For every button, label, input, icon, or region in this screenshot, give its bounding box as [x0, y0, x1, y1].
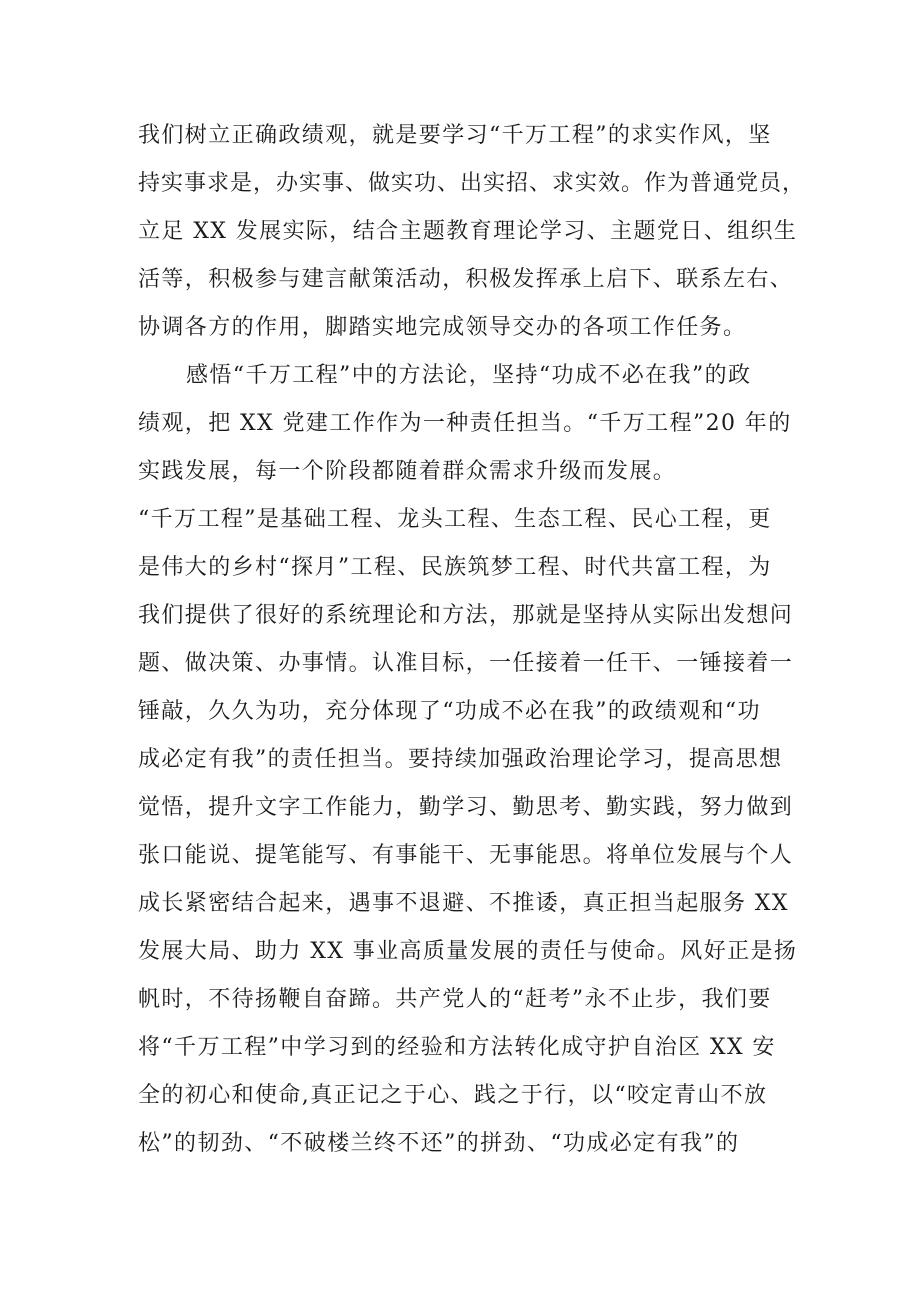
text-line-7: 绩观，把 XX 党建工作作为一种责任担当。“千万工程”20 年的 [138, 411, 792, 436]
text-line-11: 我们提供了很好的系统理论和方法，那就是坚持从实际出发想问 [138, 603, 794, 628]
text-line-10: 是伟大的乡村“探月”工程、民族筑梦工程、时代共富工程，为 [138, 555, 772, 580]
text-line-6: 感悟“千万工程”中的方法论，坚持“功成不必在我”的政 [186, 363, 752, 388]
text-line-1: 我们树立正确政绩观，就是要学习“千万工程”的求实作风，坚 [138, 123, 772, 148]
text-line-15: 觉悟，提升文字工作能力，勤学习、勤思考、勤实践，努力做到 [138, 795, 794, 820]
text-line-18: 发展大局、助力 XX 事业高质量发展的责任与使命。风好正是扬 [138, 939, 798, 964]
text-line-22: 松”的韧劲、“不破楼兰终不还”的拼劲、“功成必定有我”的 [138, 1131, 740, 1156]
text-line-4: 活等，积极参与建言献策活动，积极发挥承上启下、联系左右、 [138, 267, 794, 292]
text-line-21: 全的初心和使命,真正记之于心、践之于行，以“咬定青山不放 [138, 1083, 768, 1108]
text-line-8: 实践发展，每一个阶段都随着群众需求升级而发展。 [138, 459, 677, 484]
text-line-5: 协调各方的作用，脚踏实地完成领导交办的各项工作任务。 [138, 315, 747, 340]
text-line-13: 锤敲，久久为功，充分体现了“功成不必在我”的政绩观和“功 [138, 699, 761, 724]
text-line-2: 持实事求是，办实事、做实功、出实招、求实效。作为普通党员， [138, 171, 806, 196]
text-line-16: 张口能说、提笔能写、有事能干、无事能思。将单位发展与个人 [138, 843, 794, 868]
text-line-12: 题、做决策、办事情。认准目标，一任接着一任干、一锤接着一 [138, 651, 794, 676]
text-line-14: 成必定有我”的责任担当。要持续加强政治理论学习，提高思想 [138, 747, 783, 772]
text-line-9: “千万工程”是基础工程、龙头工程、生态工程、民心工程，更 [138, 507, 772, 532]
text-line-17: 成长紧密结合起来，遇事不退避、不推诿，真正担当起服务 XX [138, 891, 789, 916]
text-line-3: 立足 XX 发展实际，结合主题教育理论学习、主题党日、组织生 [138, 219, 798, 244]
text-line-19: 帆时，不待扬鞭自奋蹄。共产党人的“赶考”永不止步，我们要 [138, 987, 772, 1012]
text-line-20: 将“千万工程”中学习到的经验和方法转化成守护自治区 XX 安 [138, 1035, 776, 1060]
